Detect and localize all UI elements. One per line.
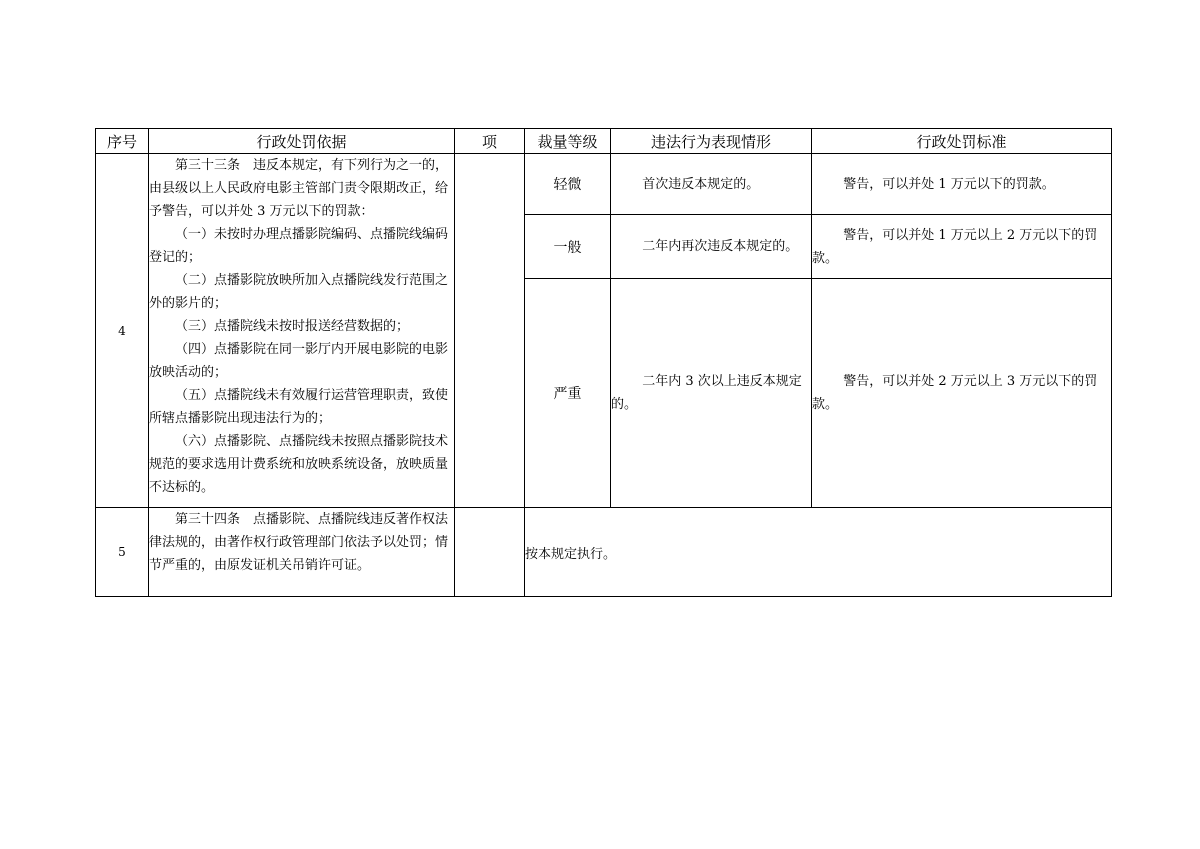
follow-regulation-cell: 按本规定执行。 (525, 508, 1112, 597)
violation-situation (611, 154, 812, 215)
standard-text: 警告，可以并处 2 万元以上 3 万元以下的罚款。 (812, 374, 1098, 412)
header-cell: 项 (455, 129, 525, 154)
row-number: 4 (96, 154, 149, 508)
item-cell (455, 154, 525, 508)
penalty-table (95, 128, 1112, 597)
penalty-standard (812, 154, 1112, 215)
header-row (96, 129, 1112, 154)
violation-situation (611, 215, 812, 279)
basis-paragraph: （五）点播院线未有效履行运营管理职责，致使所辖点播影院出现违法行为的； (149, 388, 449, 426)
discretion-level: 严重 (525, 279, 611, 508)
header-cell: 裁量等级 (525, 129, 611, 154)
header-cell: 行政处罚标准 (812, 129, 1112, 154)
basis-paragraph: （六）点播影院、点播院线未按照点播影院技术规范的要求选用计费系统和放映系统设备，放映质量不达标的。 (149, 434, 449, 495)
discretion-level: 一般 (525, 215, 611, 279)
situation-text: 二年内 3 次以上违反本规定的。 (611, 374, 802, 412)
situation-text: 二年内再次违反本规定的。 (642, 239, 799, 254)
basis-paragraph: （四）点播影院在同一影厅内开展电影院的电影放映活动的； (149, 342, 449, 380)
table-row (96, 154, 1112, 215)
basis-paragraph: 第三十三条 违反本规定，有下列行为之一的，由县级以上人民政府电影主管部门责令限期改正，给予警告，可以并处 3 万元以下的罚款： (149, 158, 449, 219)
header-cell: 违法行为表现情形 (611, 129, 812, 154)
header-cell: 序号 (96, 129, 149, 154)
violation-situation (611, 279, 812, 508)
header-cell: 行政处罚依据 (149, 129, 455, 154)
penalty-basis-cell (149, 508, 455, 597)
penalty-standard (812, 279, 1112, 508)
penalty-basis-cell (149, 154, 455, 508)
basis-paragraph: （一）未按时办理点播影院编码、点播院线编码登记的； (149, 227, 449, 265)
situation-text: 首次违反本规定的。 (642, 176, 760, 192)
standard-text: 警告，可以并处 1 万元以上 2 万元以下的罚款。 (812, 227, 1098, 266)
basis-paragraph: （二）点播影院放映所加入点播院线发行范围之外的影片的； (149, 273, 449, 311)
row-number: 5 (96, 508, 149, 597)
item-cell (455, 508, 525, 597)
basis-paragraph: 第三十四条 点播影院、点播院线违反著作权法律法规的，由著作权行政管理部门依法予以处罚；情节严重的，由原发证机关吊销许可证。 (149, 512, 449, 573)
standard-text: 警告，可以并处 1 万元以下的罚款。 (843, 176, 1055, 192)
basis-paragraph: （三）点播院线未按时报送经营数据的； (175, 319, 410, 334)
discretion-level: 轻微 (525, 154, 611, 215)
penalty-standard (812, 215, 1112, 279)
table-row (96, 508, 1112, 597)
